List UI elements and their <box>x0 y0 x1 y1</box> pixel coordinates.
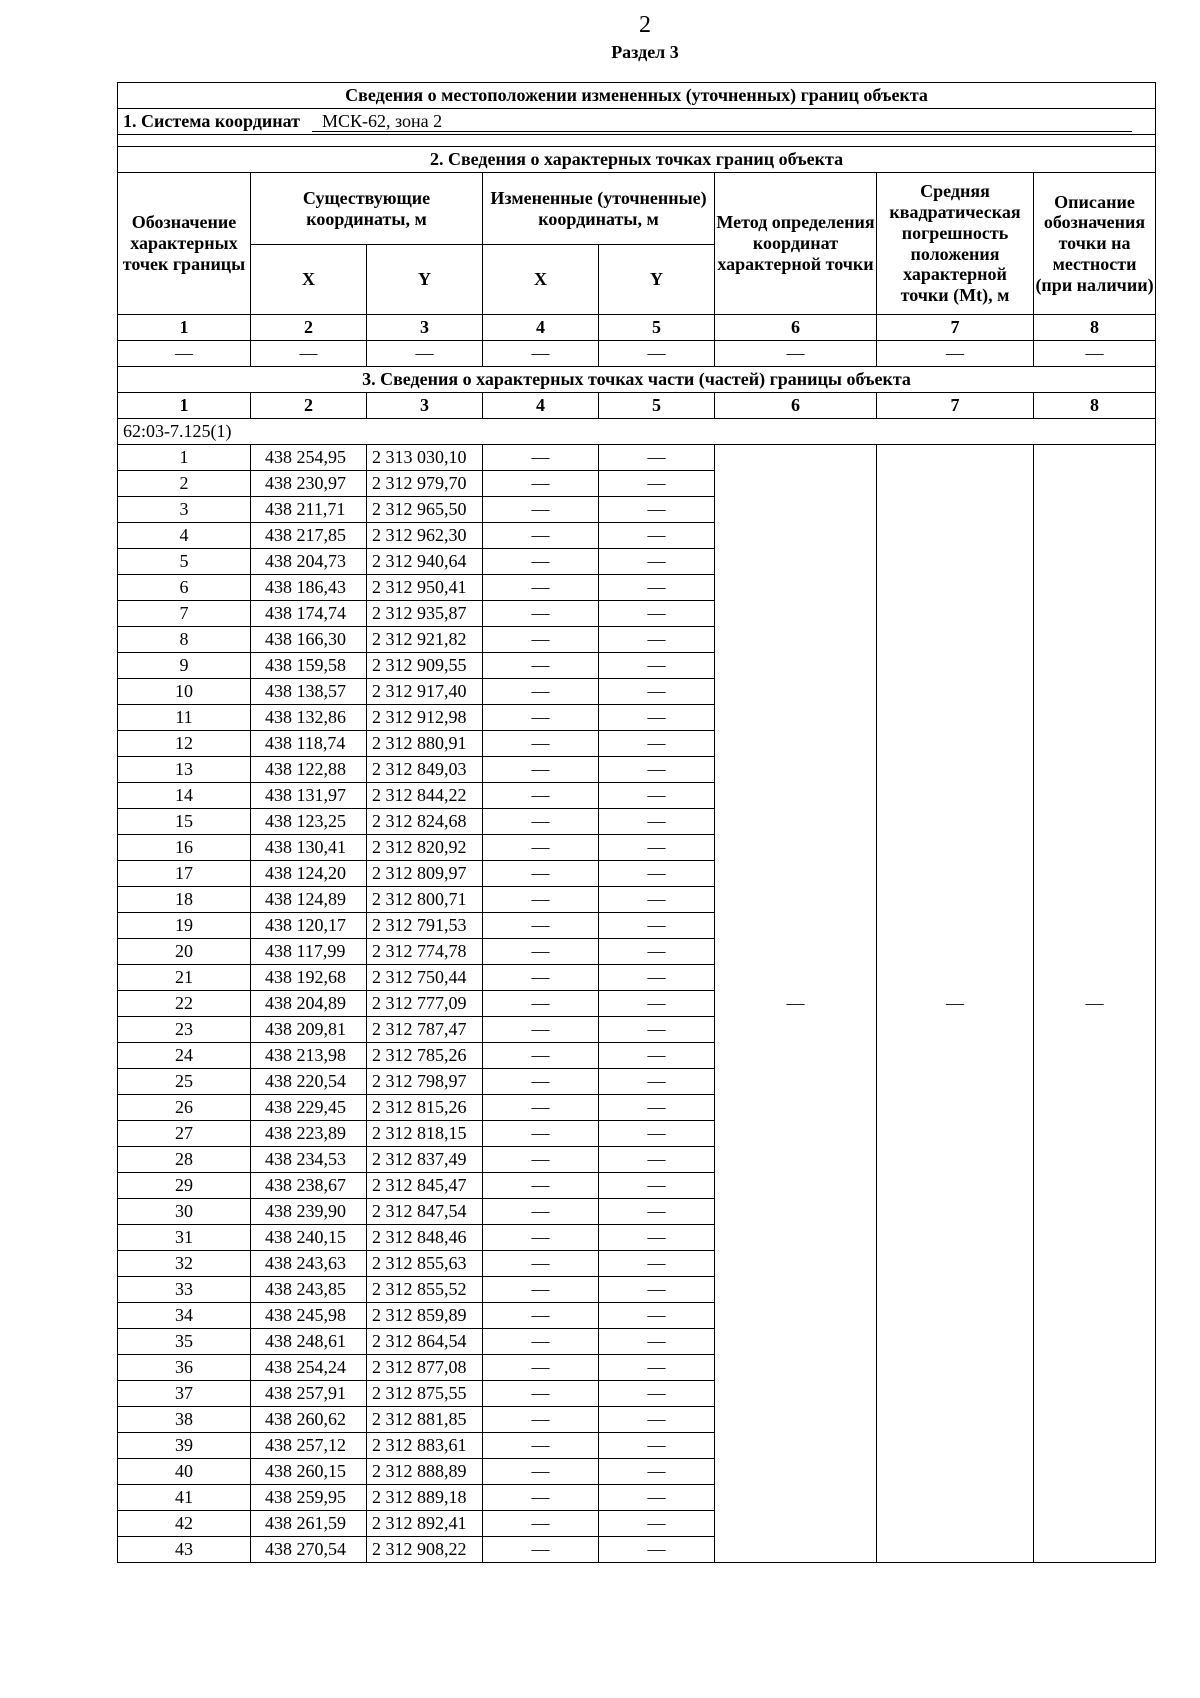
point-number: 8 <box>118 627 251 653</box>
point-y: 2 312 979,70 <box>367 471 483 497</box>
changed-y: — <box>599 1173 715 1199</box>
part2-title: 2. Сведения о характерных точках границ объекта <box>118 147 1156 173</box>
header-method: Метод определения координат характерной точки <box>715 173 877 315</box>
empty-cell: — <box>118 341 251 367</box>
point-x: 438 132,86 <box>251 705 367 731</box>
changed-x: — <box>483 731 599 757</box>
point-number: 9 <box>118 653 251 679</box>
point-y: 2 312 798,97 <box>367 1069 483 1095</box>
empty-points-row <box>118 341 1156 367</box>
point-number: 12 <box>118 731 251 757</box>
header-y-changed: Y <box>599 245 715 315</box>
changed-x: — <box>483 1537 599 1563</box>
changed-x: — <box>483 1121 599 1147</box>
empty-cell: — <box>483 341 599 367</box>
point-number: 23 <box>118 1017 251 1043</box>
changed-x: — <box>483 1199 599 1225</box>
point-number: 16 <box>118 835 251 861</box>
changed-x: — <box>483 1433 599 1459</box>
column-number: 5 <box>599 393 715 419</box>
changed-x: — <box>483 1173 599 1199</box>
point-number: 41 <box>118 1485 251 1511</box>
error-cell: — <box>877 445 1034 1563</box>
empty-cell: — <box>251 341 367 367</box>
point-x: 438 204,89 <box>251 991 367 1017</box>
point-number: 38 <box>118 1407 251 1433</box>
point-x: 438 234,53 <box>251 1147 367 1173</box>
point-y: 2 312 940,64 <box>367 549 483 575</box>
changed-x: — <box>483 575 599 601</box>
coord-system-label: 1. Система координат <box>123 110 300 131</box>
changed-y: — <box>599 601 715 627</box>
point-y: 2 312 855,52 <box>367 1277 483 1303</box>
point-y: 2 312 881,85 <box>367 1407 483 1433</box>
point-y: 2 312 859,89 <box>367 1303 483 1329</box>
changed-y: — <box>599 705 715 731</box>
point-number: 22 <box>118 991 251 1017</box>
point-number: 21 <box>118 965 251 991</box>
point-number: 18 <box>118 887 251 913</box>
column-number: 1 <box>118 393 251 419</box>
changed-x: — <box>483 601 599 627</box>
point-y: 2 312 883,61 <box>367 1433 483 1459</box>
changed-x: — <box>483 1355 599 1381</box>
column-number: 2 <box>251 393 367 419</box>
point-number: 27 <box>118 1121 251 1147</box>
header-y-existing: Y <box>367 245 483 315</box>
point-x: 438 217,85 <box>251 523 367 549</box>
point-x: 438 270,54 <box>251 1537 367 1563</box>
point-y: 2 312 889,18 <box>367 1485 483 1511</box>
column-number: 1 <box>118 315 251 341</box>
changed-x: — <box>483 783 599 809</box>
point-number: 36 <box>118 1355 251 1381</box>
section-title: Раздел 3 <box>611 42 679 62</box>
point-x: 438 138,57 <box>251 679 367 705</box>
changed-y: — <box>599 731 715 757</box>
point-x: 438 220,54 <box>251 1069 367 1095</box>
point-x: 438 130,41 <box>251 835 367 861</box>
point-x: 438 261,59 <box>251 1511 367 1537</box>
point-number: 17 <box>118 861 251 887</box>
point-number: 35 <box>118 1329 251 1355</box>
column-number: 7 <box>877 393 1034 419</box>
changed-y: — <box>599 913 715 939</box>
point-x: 438 239,90 <box>251 1199 367 1225</box>
changed-x: — <box>483 1095 599 1121</box>
empty-cell: — <box>1034 341 1156 367</box>
changed-x: — <box>483 887 599 913</box>
spacer <box>118 135 1156 147</box>
point-y: 2 312 787,47 <box>367 1017 483 1043</box>
changed-x: — <box>483 1069 599 1095</box>
point-number: 43 <box>118 1537 251 1563</box>
point-x: 438 174,74 <box>251 601 367 627</box>
changed-x: — <box>483 861 599 887</box>
changed-x: — <box>483 1485 599 1511</box>
point-y: 2 312 849,03 <box>367 757 483 783</box>
changed-y: — <box>599 1121 715 1147</box>
point-y: 2 312 837,49 <box>367 1147 483 1173</box>
point-x: 438 123,25 <box>251 809 367 835</box>
point-y: 2 312 950,41 <box>367 575 483 601</box>
changed-y: — <box>599 965 715 991</box>
point-number: 11 <box>118 705 251 731</box>
column-number: 5 <box>599 315 715 341</box>
point-y: 2 312 875,55 <box>367 1381 483 1407</box>
changed-y: — <box>599 1251 715 1277</box>
changed-x: — <box>483 627 599 653</box>
column-number: 7 <box>877 315 1034 341</box>
point-x: 438 257,91 <box>251 1381 367 1407</box>
point-number: 3 <box>118 497 251 523</box>
changed-y: — <box>599 575 715 601</box>
header-changed: Измененные (уточненные) координаты, м <box>483 173 715 245</box>
changed-y: — <box>599 809 715 835</box>
point-y: 2 312 820,92 <box>367 835 483 861</box>
point-x: 438 124,89 <box>251 887 367 913</box>
point-x: 438 248,61 <box>251 1329 367 1355</box>
changed-x: — <box>483 1251 599 1277</box>
column-number: 4 <box>483 393 599 419</box>
point-number: 24 <box>118 1043 251 1069</box>
changed-y: — <box>599 783 715 809</box>
point-y: 2 312 877,08 <box>367 1355 483 1381</box>
point-x: 438 240,15 <box>251 1225 367 1251</box>
point-number: 5 <box>118 549 251 575</box>
point-x: 438 166,30 <box>251 627 367 653</box>
point-y: 2 312 785,26 <box>367 1043 483 1069</box>
changed-x: — <box>483 939 599 965</box>
changed-y: — <box>599 1225 715 1251</box>
changed-y: — <box>599 1355 715 1381</box>
changed-y: — <box>599 523 715 549</box>
header-x-changed: X <box>483 245 599 315</box>
column-number: 8 <box>1034 393 1156 419</box>
point-number: 20 <box>118 939 251 965</box>
changed-x: — <box>483 1277 599 1303</box>
point-y: 2 312 800,71 <box>367 887 483 913</box>
changed-y: — <box>599 549 715 575</box>
changed-y: — <box>599 1537 715 1563</box>
point-number: 6 <box>118 575 251 601</box>
changed-y: — <box>599 1381 715 1407</box>
point-x: 438 159,58 <box>251 653 367 679</box>
point-number: 10 <box>118 679 251 705</box>
changed-x: — <box>483 471 599 497</box>
point-x: 438 117,99 <box>251 939 367 965</box>
empty-cell: — <box>367 341 483 367</box>
changed-y: — <box>599 1147 715 1173</box>
header-error: Средняя квадратическая погрешность положения характерной точки (Mt), м <box>877 173 1034 315</box>
changed-y: — <box>599 757 715 783</box>
point-y: 2 312 855,63 <box>367 1251 483 1277</box>
column-number: 3 <box>367 393 483 419</box>
point-number: 19 <box>118 913 251 939</box>
point-y: 2 312 921,82 <box>367 627 483 653</box>
point-number: 40 <box>118 1459 251 1485</box>
point-y: 2 313 030,10 <box>367 445 483 471</box>
coord-system-value: МСК-62, зона 2 <box>312 111 1132 133</box>
point-number: 1 <box>118 445 251 471</box>
changed-y: — <box>599 1511 715 1537</box>
point-x: 438 260,62 <box>251 1407 367 1433</box>
changed-x: — <box>483 497 599 523</box>
changed-y: — <box>599 1277 715 1303</box>
changed-x: — <box>483 1329 599 1355</box>
empty-cell: — <box>599 341 715 367</box>
point-x: 438 230,97 <box>251 471 367 497</box>
point-y: 2 312 965,50 <box>367 497 483 523</box>
changed-y: — <box>599 1303 715 1329</box>
point-x: 438 122,88 <box>251 757 367 783</box>
point-number: 7 <box>118 601 251 627</box>
point-number: 32 <box>118 1251 251 1277</box>
point-x: 438 204,73 <box>251 549 367 575</box>
changed-x: — <box>483 1043 599 1069</box>
point-y: 2 312 917,40 <box>367 679 483 705</box>
point-y: 2 312 774,78 <box>367 939 483 965</box>
point-y: 2 312 777,09 <box>367 991 483 1017</box>
point-x: 438 254,24 <box>251 1355 367 1381</box>
column-number: 6 <box>715 393 877 419</box>
changed-x: — <box>483 445 599 471</box>
point-x: 438 211,71 <box>251 497 367 523</box>
changed-y: — <box>599 887 715 913</box>
point-x: 438 186,43 <box>251 575 367 601</box>
changed-y: — <box>599 679 715 705</box>
point-y: 2 312 845,47 <box>367 1173 483 1199</box>
point-x: 438 238,67 <box>251 1173 367 1199</box>
point-number: 13 <box>118 757 251 783</box>
changed-x: — <box>483 991 599 1017</box>
point-x: 438 229,45 <box>251 1095 367 1121</box>
point-x: 438 131,97 <box>251 783 367 809</box>
page-number: 2 <box>639 12 651 38</box>
point-number: 2 <box>118 471 251 497</box>
column-number: 6 <box>715 315 877 341</box>
point-number: 34 <box>118 1303 251 1329</box>
changed-x: — <box>483 679 599 705</box>
changed-y: — <box>599 1329 715 1355</box>
changed-y: — <box>599 497 715 523</box>
column-number: 4 <box>483 315 599 341</box>
point-x: 438 223,89 <box>251 1121 367 1147</box>
method-cell: — <box>715 445 877 1563</box>
point-y: 2 312 844,22 <box>367 783 483 809</box>
changed-x: — <box>483 757 599 783</box>
point-x: 438 260,15 <box>251 1459 367 1485</box>
changed-y: — <box>599 1043 715 1069</box>
changed-x: — <box>483 1381 599 1407</box>
changed-y: — <box>599 861 715 887</box>
changed-x: — <box>483 1303 599 1329</box>
table-title: Сведения о местоположении измененных (уточненных) границ объекта <box>118 83 1156 109</box>
changed-x: — <box>483 549 599 575</box>
point-y: 2 312 880,91 <box>367 731 483 757</box>
changed-x: — <box>483 1017 599 1043</box>
point-y: 2 312 809,97 <box>367 861 483 887</box>
point-number: 28 <box>118 1147 251 1173</box>
point-y: 2 312 909,55 <box>367 653 483 679</box>
point-y: 2 312 892,41 <box>367 1511 483 1537</box>
header-existing: Существующие координаты, м <box>251 173 483 245</box>
point-x: 438 213,98 <box>251 1043 367 1069</box>
changed-y: — <box>599 1069 715 1095</box>
point-y: 2 312 864,54 <box>367 1329 483 1355</box>
changed-x: — <box>483 653 599 679</box>
empty-cell: — <box>715 341 877 367</box>
point-x: 438 259,95 <box>251 1485 367 1511</box>
changed-x: — <box>483 523 599 549</box>
point-x: 438 243,85 <box>251 1277 367 1303</box>
part3-title: 3. Сведения о характерных точках части (частей) границы объекта <box>118 367 1156 393</box>
point-y: 2 312 815,26 <box>367 1095 483 1121</box>
point-y: 2 312 962,30 <box>367 523 483 549</box>
changed-x: — <box>483 1147 599 1173</box>
changed-y: — <box>599 1199 715 1225</box>
point-y: 2 312 908,22 <box>367 1537 483 1563</box>
point-row <box>118 445 1156 471</box>
point-number: 29 <box>118 1173 251 1199</box>
changed-y: — <box>599 1459 715 1485</box>
changed-y: — <box>599 1433 715 1459</box>
point-y: 2 312 888,89 <box>367 1459 483 1485</box>
point-number: 39 <box>118 1433 251 1459</box>
point-number: 37 <box>118 1381 251 1407</box>
point-x: 438 209,81 <box>251 1017 367 1043</box>
header-designation: Обозначение характерных точек границы <box>118 173 251 315</box>
changed-y: — <box>599 471 715 497</box>
part-label: 62:03-7.125(1) <box>118 419 1156 445</box>
changed-x: — <box>483 1407 599 1433</box>
column-number: 8 <box>1034 315 1156 341</box>
description-cell: — <box>1034 445 1156 1563</box>
changed-x: — <box>483 835 599 861</box>
point-y: 2 312 791,53 <box>367 913 483 939</box>
point-number: 42 <box>118 1511 251 1537</box>
point-number: 25 <box>118 1069 251 1095</box>
point-number: 31 <box>118 1225 251 1251</box>
changed-y: — <box>599 1407 715 1433</box>
point-y: 2 312 935,87 <box>367 601 483 627</box>
point-x: 438 124,20 <box>251 861 367 887</box>
point-y: 2 312 848,46 <box>367 1225 483 1251</box>
empty-cell: — <box>877 341 1034 367</box>
point-number: 30 <box>118 1199 251 1225</box>
point-y: 2 312 818,15 <box>367 1121 483 1147</box>
coord-system-row <box>118 109 1156 135</box>
point-x: 438 245,98 <box>251 1303 367 1329</box>
changed-y: — <box>599 653 715 679</box>
point-number: 4 <box>118 523 251 549</box>
column-number: 3 <box>367 315 483 341</box>
point-x: 438 192,68 <box>251 965 367 991</box>
changed-y: — <box>599 939 715 965</box>
changed-x: — <box>483 1225 599 1251</box>
changed-x: — <box>483 913 599 939</box>
point-number: 33 <box>118 1277 251 1303</box>
changed-x: — <box>483 965 599 991</box>
changed-y: — <box>599 991 715 1017</box>
changed-y: — <box>599 445 715 471</box>
point-x: 438 243,63 <box>251 1251 367 1277</box>
changed-x: — <box>483 705 599 731</box>
header-x-existing: X <box>251 245 367 315</box>
point-y: 2 312 824,68 <box>367 809 483 835</box>
point-x: 438 257,12 <box>251 1433 367 1459</box>
point-x: 438 254,95 <box>251 445 367 471</box>
changed-y: — <box>599 627 715 653</box>
point-number: 26 <box>118 1095 251 1121</box>
column-number: 2 <box>251 315 367 341</box>
point-number: 14 <box>118 783 251 809</box>
changed-x: — <box>483 1511 599 1537</box>
changed-y: — <box>599 1017 715 1043</box>
changed-x: — <box>483 809 599 835</box>
changed-y: — <box>599 835 715 861</box>
point-number: 15 <box>118 809 251 835</box>
changed-y: — <box>599 1095 715 1121</box>
point-x: 438 118,74 <box>251 731 367 757</box>
changed-x: — <box>483 1459 599 1485</box>
boundary-table <box>117 82 1156 1563</box>
header-description: Описание обозначения точки на местности (при наличии) <box>1034 173 1156 315</box>
point-y: 2 312 847,54 <box>367 1199 483 1225</box>
changed-y: — <box>599 1485 715 1511</box>
point-x: 438 120,17 <box>251 913 367 939</box>
point-y: 2 312 750,44 <box>367 965 483 991</box>
column-numbers-row <box>118 315 1156 341</box>
point-y: 2 312 912,98 <box>367 705 483 731</box>
column-numbers-row <box>118 393 1156 419</box>
